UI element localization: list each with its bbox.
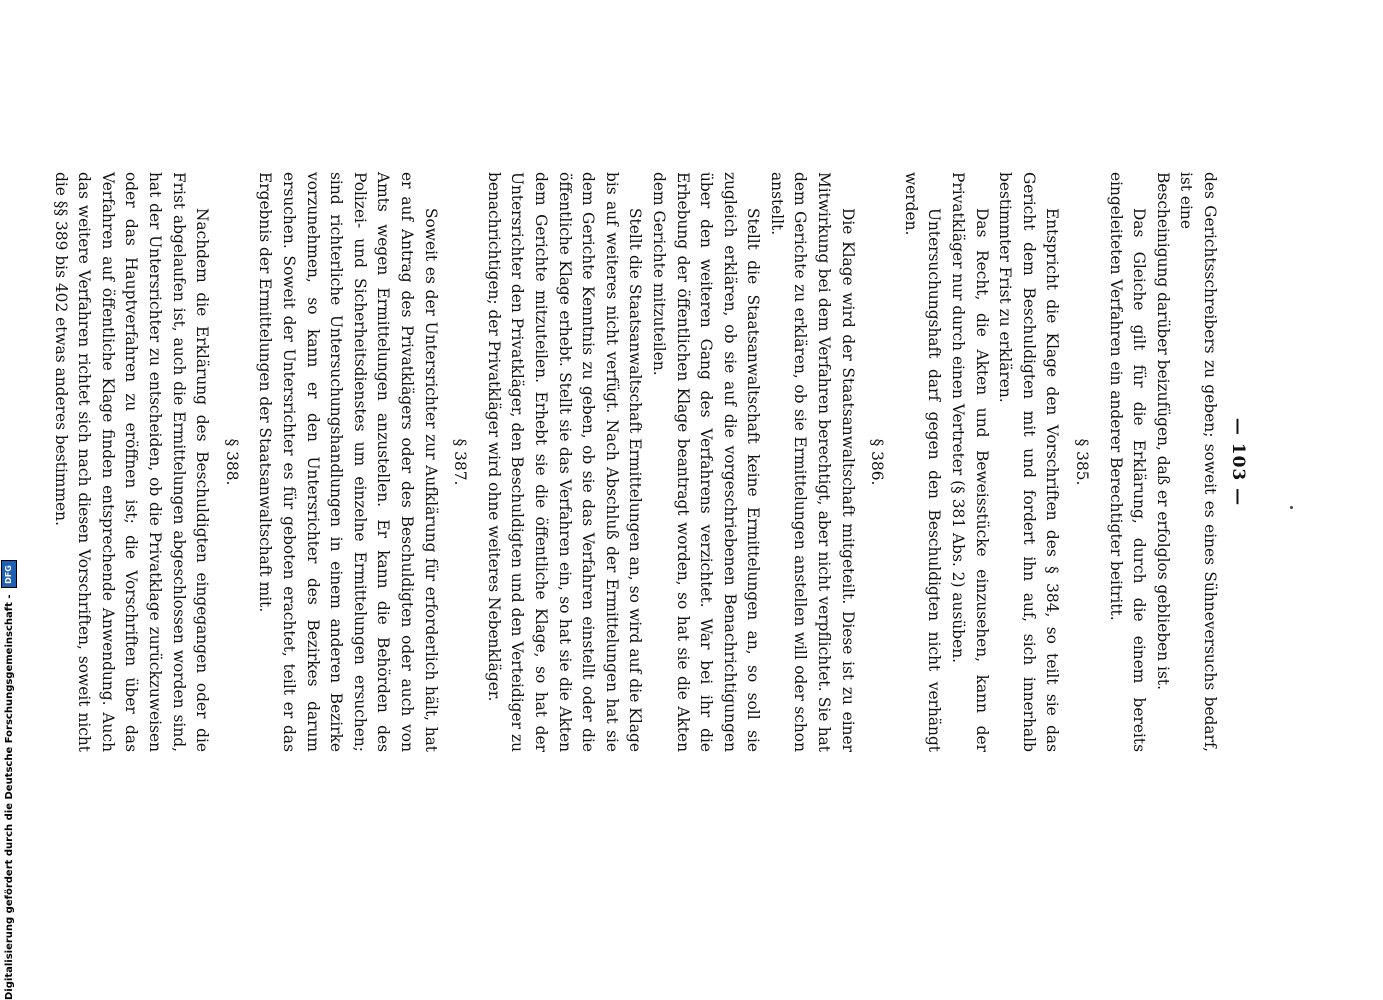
paragraph: Entspricht die Klage den Vorschriften des § 384, so teilt sie das Gericht dem Beschuldigten mit und fordert ihn auf, sich innerhalb bestimmter Frist zu erklären. [996,172,1062,752]
section-heading-385: § 385. [1073,438,1092,486]
paragraph: Soweit es der Untersrichter zur Aufklärung für erforderlich hält, hat er auf Antrag des Privatklägers oder des Beschuldigten oder auch von Amts wegen Ermittelungen anzustellen. Er kann die Behörden des Polizei- und Sicherheitsdienstes um einzelne Ermittelungen ersuchen; sind richterliche Untersuchungshandlungen in einem anderen Bezirke vorzunehmen, so kann er den Untersrichter des Bezirkes darum ersuchen. Soweit der Untersrichter es für geboten erachtet, teilt er das Ergebnis der Ermittelungen der Staatsanwaltschaft mit. [256,172,440,752]
paragraph: Nachdem die Erklärung des Beschuldigten eingegangen oder die Frist abgelaufen ist, auch die Ermittelungen abgeschlossen worden sind, hat der Untersrichter zu entscheiden, ob die Privatklage zurückzuweisen oder das Hauptverfahren zu eröffnen ist; die Vorschriften über das Verfahren auf öffentliche Klage finden entsprechende Anwendung. Auch das weitere Verfahren richtet sich nach diesen Vorschriften, soweit nicht die §§ 389 bis 402 etwas anderes bestimmen. [51,172,212,752]
rotated-page [51,172,1255,752]
paragraph: Stellt die Staatsanwaltschaft Ermittelungen an, so wird auf die Klage bis auf weiteres nicht verfügt. Nach Abschluß der Ermittelungen hat sie dem Gerichte Kenntnis zu geben, ob sie das Verfahren einstellt oder die öffentliche Klage erhebt. Stellt sie das Verfahren ein, so hat sie die Akten dem Gerichte mitzuteilen. Erhebt sie die öffentliche Klage, so hat der Untersrichter den Privatkläger, den Beschuldigten und den Verteidiger zu benachrichtigen; der Privatkläger wird ohne weiteres Nebenkläger. [484,172,645,752]
page-number-header: — 103 — [1228,417,1248,507]
page-body [48,172,1221,752]
paragraph: Das Gleiche gilt für die Erklärung, durch die einem bereits eingeleiteten Verfahren ein anderer Berechtigter beitritt. [1106,172,1149,752]
paragraph: Untersuchungshaft darf gegen den Beschuldigten nicht verhängt werden. [901,172,944,752]
paragraph: Die Klage wird der Staatsanwaltschaft mitgeteilt. Diese ist zu einer Mitwirkung bei dem Verfahren berechtigt, aber nicht verpflichtet. Sie hat dem Gerichte zu erklären, ob sie Ermittelungen anstellen will oder schon anstellt. [767,172,857,752]
text-line: des Gerichtsschreibers zu geben; soweit es eines Sühneversuchs bedarf, ist eine [1177,172,1219,752]
credit-text: Digitalisierung gefördert durch die Deutsche Forschungsgemeinschaft - [3,594,15,1000]
section-heading-387: § 387. [451,438,470,486]
text-line: Bescheinigung darüber beizufügen, daß er erfolglos geblieben ist. [1153,172,1172,690]
paragraph: Das Recht, die Akten und Beweisstücke einzusehen, kann der Privatkläger nur durch einen Vertreter (§ 381 Abs. 2) ausüben. [949,172,991,752]
section-heading-388: § 388. [222,438,241,486]
dfg-logo: DFG [1,560,17,588]
scan-speck [1290,506,1293,509]
section-heading-386: § 386. [868,438,887,486]
paragraph: Stellt die Staatsanwaltschaft keine Ermittelungen an, so soll sie zugleich erklären, ob sie auf die vorgeschriebenen Benachrichtigungen über den weiteren Gang des Verfahrens verzichtet. War bei ihr die Erhebung der öffentlichen Klage beantragt worden, so hat sie die Akten dem Gerichte mitzuteilen. [649,172,763,752]
digitization-credit [0,0,18,1000]
